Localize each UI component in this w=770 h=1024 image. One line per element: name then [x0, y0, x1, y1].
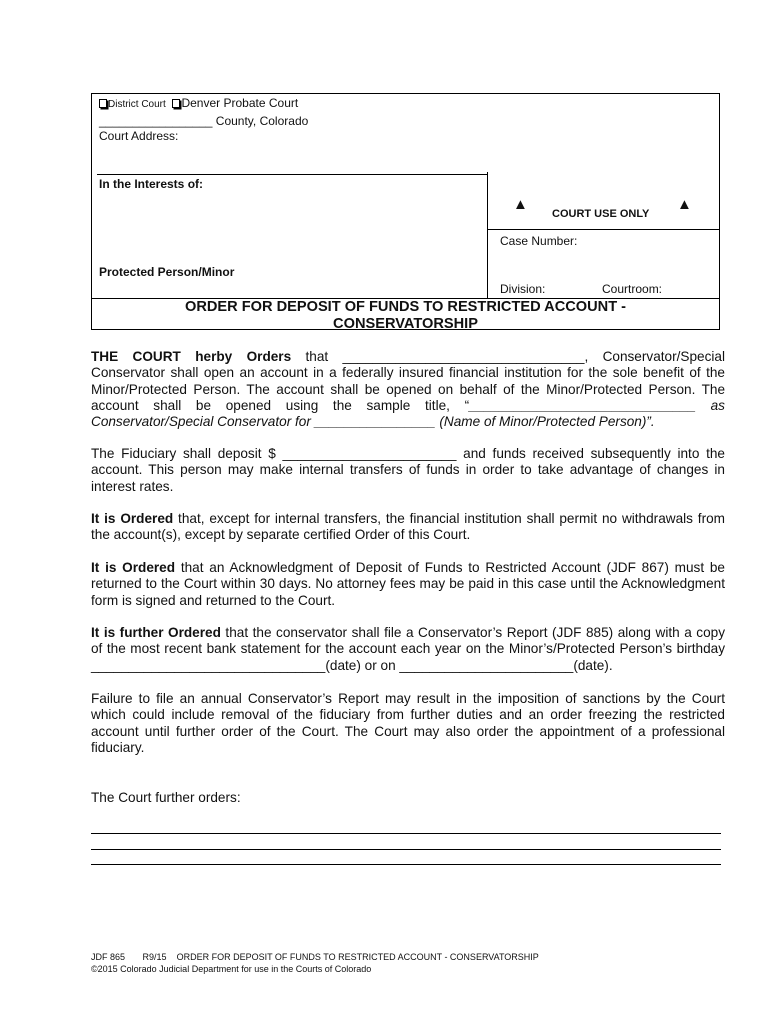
court-use-only-label: COURT USE ONLY [552, 208, 650, 220]
birthday-option-text: on the Minor’s/Protected Person’s birthday _______________________________(date) or [91, 641, 725, 673]
further-orders-line-1[interactable] [91, 833, 721, 834]
further-orders-line-3[interactable] [91, 864, 721, 865]
paragraph-acknowledgment [91, 560, 725, 609]
county-line[interactable]: _________________ County, Colorado [99, 114, 309, 128]
protected-person-label: Protected Person/Minor [99, 265, 235, 279]
paragraph-annual-report [91, 625, 725, 674]
further-orders-label: The Court further orders: [91, 790, 241, 805]
courtroom-label[interactable]: Courtroom: [602, 282, 663, 296]
district-court-label: District Court [108, 99, 166, 110]
open-account-text: that ________________________________, Conservator/Special Conservator shall open an account in a federally insured financial institution for the sole benefit of the Minor/Protected Person. The account shall be opened on behalf of the Minor/Protected Person. The account shall be opened using the sample title, “ [91, 349, 725, 413]
case-number-label[interactable]: Case Number: [500, 234, 578, 248]
paragraph-sanctions: Failure to file an annual Conservator’s Report may result in the imposition of sanctions by the Court which could include removal of the fiduciary from further duties and an order freezing the restricted account until further order of the Court. The Court may also order the appointment of a professional fiduciary. [91, 691, 725, 755]
order-title-line-2: CONSERVATORSHIP [333, 316, 478, 332]
caption-divider-vertical [487, 172, 488, 298]
interests-label: In the Interests of: [99, 177, 204, 191]
footer-revision: R9/15 [142, 952, 167, 962]
it-is-ordered-heading-1: It is Ordered [91, 511, 174, 526]
triangle-up-icon-right: ▲ [677, 196, 692, 213]
court-use-divider [487, 229, 720, 230]
account-title-italic: ______________________________ as Conservator/Special Conservator for ________________ (Name of Minor/Protected Person)”. [91, 397, 725, 430]
interests-underline [97, 174, 487, 175]
district-court-checkbox[interactable] [99, 99, 107, 108]
probate-court-label: Denver Probate Court [181, 96, 299, 110]
it-is-further-ordered-heading: It is further Ordered [91, 625, 221, 640]
court-address-label: Court Address: [99, 129, 179, 143]
further-orders-line-2[interactable] [91, 849, 721, 850]
annual-report-text: that the conservator shall file a Conservator’s Report (JDF 885) along with a copy of the most recent bank statement for the account each year [91, 625, 725, 657]
date-option-text: on _______________________(date). [380, 657, 613, 673]
it-is-ordered-heading-2: It is Ordered [91, 560, 176, 575]
footer-copyright: ©2015 Colorado Judicial Department for use in the Courts of Colorado [91, 964, 372, 974]
paragraph-open-account [91, 349, 725, 430]
footer-form-title: ORDER FOR DEPOSIT OF FUNDS TO RESTRICTED ACCOUNT - CONSERVATORSHIP [176, 952, 539, 962]
paragraph-deposit: The Fiduciary shall deposit $ _______________________ and funds received subsequently into the account. This person may make internal transfers of funds in order to take advantage of changes in interest rates. [91, 446, 725, 494]
triangle-up-icon-left: ▲ [513, 196, 528, 213]
probate-court-checkbox[interactable] [172, 99, 180, 108]
no-withdrawals-text: that, except for internal transfers, the financial institution shall permit no withdrawals from the account(s), except by separate certified Order of this Court. [91, 511, 725, 543]
court-orders-heading: THE COURT herby Orders [91, 349, 292, 364]
paragraph-no-withdrawals [91, 511, 725, 544]
court-type-options [99, 96, 298, 110]
footer-form-id: JDF 865 [91, 952, 126, 962]
footer-form-line [91, 952, 539, 962]
acknowledgment-text: that an Acknowledgment of Deposit of Funds to Restricted Account (JDF 867) must be returned to the Court within 30 days. No attorney fees may be paid in this case until the Acknowledgment form is signed and returned to the Court. [91, 560, 725, 608]
division-label[interactable]: Division: [500, 282, 546, 296]
order-title-line-1: ORDER FOR DEPOSIT OF FUNDS TO RESTRICTED ACCOUNT - [184, 299, 627, 315]
